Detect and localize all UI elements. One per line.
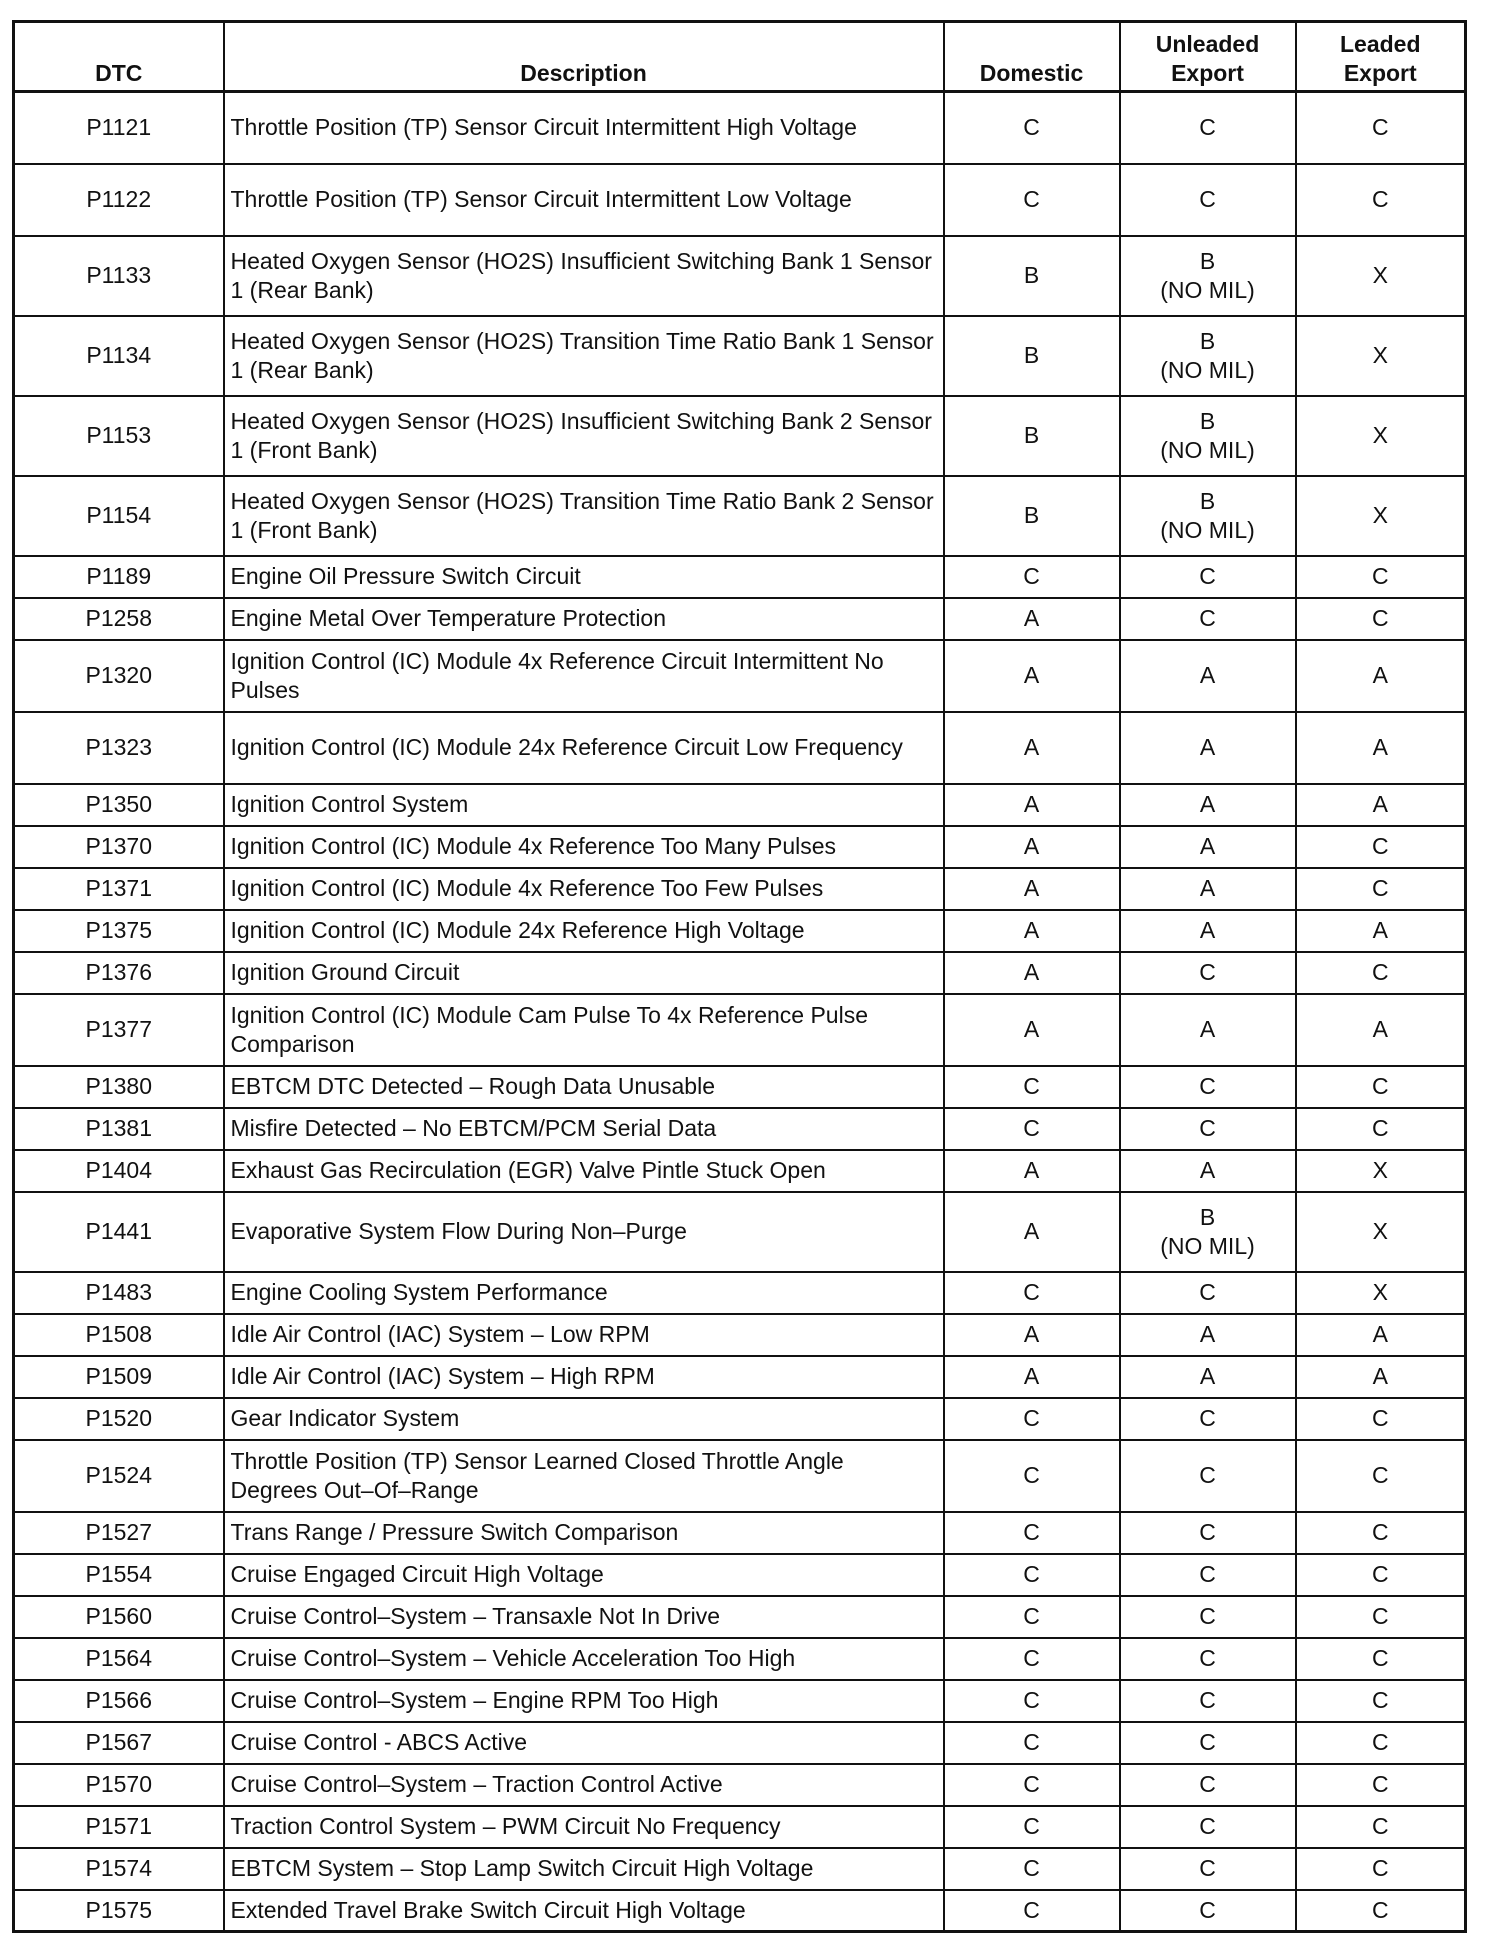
description-cell: Engine Metal Over Temperature Protection xyxy=(224,598,944,640)
unleaded-export-cell xyxy=(1120,598,1296,640)
unleaded-export-value: C xyxy=(1199,114,1216,141)
domestic-cell: C xyxy=(944,1638,1120,1680)
leaded-export-cell: X xyxy=(1296,1150,1466,1192)
table-row xyxy=(14,1554,1466,1596)
dtc-code-cell: P1566 xyxy=(14,1680,224,1722)
dtc-code-cell: P1380 xyxy=(14,1066,224,1108)
domestic-cell: C xyxy=(944,92,1120,164)
leaded-export-cell: X xyxy=(1296,1272,1466,1314)
unleaded-export-cell xyxy=(1120,952,1296,994)
dtc-code-cell: P1527 xyxy=(14,1512,224,1554)
table-row xyxy=(14,236,1466,316)
unleaded-export-cell xyxy=(1120,1440,1296,1512)
unleaded-export-cell xyxy=(1120,1722,1296,1764)
table-row xyxy=(14,396,1466,476)
domestic-cell: C xyxy=(944,1596,1120,1638)
domestic-cell: B xyxy=(944,396,1120,476)
unleaded-export-note: (NO MIL) xyxy=(1160,516,1255,543)
leaded-export-cell: C xyxy=(1296,1398,1466,1440)
domestic-cell: C xyxy=(944,1554,1120,1596)
table-row xyxy=(14,1806,1466,1848)
unleaded-export-value: C xyxy=(1199,1462,1216,1488)
table-row xyxy=(14,952,1466,994)
leaded-export-cell: A xyxy=(1296,1314,1466,1356)
unleaded-export-value: C xyxy=(1199,1645,1216,1671)
leaded-export-cell: X xyxy=(1296,236,1466,316)
unleaded-export-cell xyxy=(1120,826,1296,868)
unleaded-export-cell xyxy=(1120,1890,1296,1932)
table-row xyxy=(14,1890,1466,1932)
leaded-export-cell: X xyxy=(1296,476,1466,556)
domestic-cell: C xyxy=(944,1066,1120,1108)
leaded-export-cell: A xyxy=(1296,712,1466,784)
dtc-code-cell: P1375 xyxy=(14,910,224,952)
unleaded-export-value: C xyxy=(1199,1519,1216,1545)
leaded-export-cell: X xyxy=(1296,396,1466,476)
unleaded-export-cell xyxy=(1120,1512,1296,1554)
table-row xyxy=(14,598,1466,640)
dtc-table-container xyxy=(12,20,1464,1933)
unleaded-export-cell xyxy=(1120,476,1296,556)
description-cell: Cruise Engaged Circuit High Voltage xyxy=(224,1554,944,1596)
unleaded-export-value: A xyxy=(1199,1321,1216,1347)
unleaded-export-cell xyxy=(1120,164,1296,236)
header-description: Description xyxy=(224,22,944,92)
unleaded-export-value: C xyxy=(1199,1073,1216,1099)
domestic-cell: C xyxy=(944,1398,1120,1440)
domestic-cell: C xyxy=(944,1722,1120,1764)
leaded-export-cell: A xyxy=(1296,784,1466,826)
unleaded-export-cell xyxy=(1120,92,1296,164)
dtc-code-cell: P1153 xyxy=(14,396,224,476)
unleaded-export-value: C xyxy=(1199,1279,1216,1305)
dtc-table xyxy=(12,20,1467,1933)
domestic-cell: C xyxy=(944,1680,1120,1722)
leaded-export-cell: A xyxy=(1296,640,1466,712)
leaded-export-cell: A xyxy=(1296,994,1466,1066)
description-cell: Ignition Control System xyxy=(224,784,944,826)
domestic-cell: A xyxy=(944,640,1120,712)
table-row xyxy=(14,1680,1466,1722)
table-row xyxy=(14,1848,1466,1890)
domestic-cell: A xyxy=(944,868,1120,910)
unleaded-export-note: (NO MIL) xyxy=(1160,356,1255,383)
dtc-code-cell: P1574 xyxy=(14,1848,224,1890)
unleaded-export-cell xyxy=(1120,1680,1296,1722)
table-row xyxy=(14,1764,1466,1806)
dtc-code-cell: P1404 xyxy=(14,1150,224,1192)
header-dtc: DTC xyxy=(14,22,224,92)
leaded-export-cell: A xyxy=(1296,1356,1466,1398)
leaded-export-cell: C xyxy=(1296,952,1466,994)
unleaded-export-cell xyxy=(1120,1272,1296,1314)
leaded-export-cell: C xyxy=(1296,1108,1466,1150)
leaded-export-cell: C xyxy=(1296,1638,1466,1680)
domestic-cell: B xyxy=(944,316,1120,396)
header-unleaded-export: Unleaded Export xyxy=(1120,22,1296,92)
description-cell: Heated Oxygen Sensor (HO2S) Insufficient Switching Bank 1 Sensor 1 (Rear Bank) xyxy=(224,236,944,316)
domestic-cell: A xyxy=(944,826,1120,868)
description-cell: Heated Oxygen Sensor (HO2S) Insufficient Switching Bank 2 Sensor 1 (Front Bank) xyxy=(224,396,944,476)
unleaded-export-cell xyxy=(1120,784,1296,826)
unleaded-export-cell xyxy=(1120,316,1296,396)
domestic-cell: C xyxy=(944,1848,1120,1890)
description-cell: EBTCM DTC Detected – Rough Data Unusable xyxy=(224,1066,944,1108)
unleaded-export-value: A xyxy=(1199,1157,1216,1183)
description-cell: Extended Travel Brake Switch Circuit High Voltage xyxy=(224,1890,944,1932)
domestic-cell: C xyxy=(944,164,1120,236)
unleaded-export-value: A xyxy=(1199,833,1216,859)
leaded-export-cell: C xyxy=(1296,1806,1466,1848)
unleaded-export-value: C xyxy=(1199,1771,1216,1797)
table-row xyxy=(14,1108,1466,1150)
domestic-cell: A xyxy=(944,1192,1120,1272)
unleaded-export-cell xyxy=(1120,994,1296,1066)
table-row xyxy=(14,316,1466,396)
unleaded-export-value: A xyxy=(1199,875,1216,901)
unleaded-export-cell xyxy=(1120,1806,1296,1848)
description-cell: Gear Indicator System xyxy=(224,1398,944,1440)
dtc-code-cell: P1323 xyxy=(14,712,224,784)
table-row xyxy=(14,1150,1466,1192)
description-cell: Engine Cooling System Performance xyxy=(224,1272,944,1314)
unleaded-export-value: C xyxy=(1199,563,1216,589)
unleaded-export-cell xyxy=(1120,1192,1296,1272)
leaded-export-cell: C xyxy=(1296,556,1466,598)
leaded-export-cell: C xyxy=(1296,1596,1466,1638)
unleaded-export-value: B xyxy=(1199,1203,1216,1230)
unleaded-export-cell xyxy=(1120,1554,1296,1596)
description-cell: Ignition Control (IC) Module 4x Reference Circuit Intermittent No Pulses xyxy=(224,640,944,712)
description-cell: Cruise Control–System – Transaxle Not In Drive xyxy=(224,1596,944,1638)
description-cell: Engine Oil Pressure Switch Circuit xyxy=(224,556,944,598)
table-row xyxy=(14,1596,1466,1638)
leaded-export-cell: A xyxy=(1296,910,1466,952)
dtc-code-cell: P1560 xyxy=(14,1596,224,1638)
leaded-export-cell: C xyxy=(1296,1512,1466,1554)
table-row xyxy=(14,556,1466,598)
unleaded-export-value: C xyxy=(1199,605,1216,631)
description-cell: Ignition Control (IC) Module 4x Reference Too Many Pulses xyxy=(224,826,944,868)
domestic-cell: C xyxy=(944,1108,1120,1150)
unleaded-export-value: A xyxy=(1199,917,1216,943)
table-row xyxy=(14,1066,1466,1108)
unleaded-export-value: B xyxy=(1199,407,1216,434)
dtc-code-cell: P1564 xyxy=(14,1638,224,1680)
domestic-cell: C xyxy=(944,1512,1120,1554)
description-cell: Cruise Control–System – Vehicle Acceleration Too High xyxy=(224,1638,944,1680)
unleaded-export-value: C xyxy=(1199,1687,1216,1713)
leaded-export-cell: C xyxy=(1296,92,1466,164)
leaded-export-cell: C xyxy=(1296,598,1466,640)
dtc-code-cell: P1567 xyxy=(14,1722,224,1764)
dtc-code-cell: P1320 xyxy=(14,640,224,712)
domestic-cell: B xyxy=(944,236,1120,316)
unleaded-export-value: C xyxy=(1199,959,1216,985)
unleaded-export-note: (NO MIL) xyxy=(1160,276,1255,303)
unleaded-export-value: A xyxy=(1199,662,1216,688)
unleaded-export-value: A xyxy=(1199,734,1216,760)
dtc-code-cell: P1483 xyxy=(14,1272,224,1314)
domestic-cell: A xyxy=(944,1314,1120,1356)
unleaded-export-cell xyxy=(1120,1356,1296,1398)
dtc-code-cell: P1122 xyxy=(14,164,224,236)
leaded-export-cell: C xyxy=(1296,826,1466,868)
dtc-code-cell: P1121 xyxy=(14,92,224,164)
domestic-cell: A xyxy=(944,598,1120,640)
table-row xyxy=(14,164,1466,236)
table-row xyxy=(14,712,1466,784)
unleaded-export-cell xyxy=(1120,1150,1296,1192)
dtc-code-cell: P1524 xyxy=(14,1440,224,1512)
unleaded-export-cell xyxy=(1120,1314,1296,1356)
table-row xyxy=(14,1192,1466,1272)
unleaded-export-value: C xyxy=(1199,1896,1216,1923)
table-row xyxy=(14,92,1466,164)
description-cell: Throttle Position (TP) Sensor Learned Closed Throttle Angle Degrees Out–Of–Range xyxy=(224,1440,944,1512)
header-domestic: Domestic xyxy=(944,22,1120,92)
unleaded-export-cell xyxy=(1120,910,1296,952)
leaded-export-cell: C xyxy=(1296,1764,1466,1806)
dtc-code-cell: P1508 xyxy=(14,1314,224,1356)
unleaded-export-value: C xyxy=(1199,1729,1216,1755)
unleaded-export-cell xyxy=(1120,1108,1296,1150)
table-row xyxy=(14,826,1466,868)
dtc-code-cell: P1371 xyxy=(14,868,224,910)
unleaded-export-value: C xyxy=(1199,1561,1216,1587)
leaded-export-cell: C xyxy=(1296,1722,1466,1764)
unleaded-export-value: C xyxy=(1199,1405,1216,1431)
domestic-cell: A xyxy=(944,952,1120,994)
description-cell: Heated Oxygen Sensor (HO2S) Transition Time Ratio Bank 2 Sensor 1 (Front Bank) xyxy=(224,476,944,556)
unleaded-export-cell xyxy=(1120,868,1296,910)
unleaded-export-value: A xyxy=(1199,1363,1216,1389)
domestic-cell: A xyxy=(944,712,1120,784)
unleaded-export-value: C xyxy=(1199,1855,1216,1881)
leaded-export-cell: C xyxy=(1296,1440,1466,1512)
description-cell: Idle Air Control (IAC) System – High RPM xyxy=(224,1356,944,1398)
description-cell: Throttle Position (TP) Sensor Circuit Intermittent Low Voltage xyxy=(224,164,944,236)
description-cell: EBTCM System – Stop Lamp Switch Circuit High Voltage xyxy=(224,1848,944,1890)
unleaded-export-value: A xyxy=(1199,791,1216,817)
dtc-code-cell: P1370 xyxy=(14,826,224,868)
domestic-cell: A xyxy=(944,784,1120,826)
dtc-code-cell: P1377 xyxy=(14,994,224,1066)
table-row xyxy=(14,640,1466,712)
unleaded-export-value: B xyxy=(1199,327,1216,354)
unleaded-export-note: (NO MIL) xyxy=(1160,1232,1255,1259)
dtc-table-body xyxy=(14,92,1466,1932)
unleaded-export-cell xyxy=(1120,396,1296,476)
dtc-code-cell: P1554 xyxy=(14,1554,224,1596)
dtc-code-cell: P1350 xyxy=(14,784,224,826)
header-row xyxy=(14,22,1466,92)
unleaded-export-note: (NO MIL) xyxy=(1160,436,1255,463)
description-cell: Ignition Control (IC) Module 24x Reference High Voltage xyxy=(224,910,944,952)
dtc-code-cell: P1441 xyxy=(14,1192,224,1272)
domestic-cell: A xyxy=(944,910,1120,952)
unleaded-export-value: B xyxy=(1199,247,1216,274)
dtc-code-cell: P1376 xyxy=(14,952,224,994)
table-row xyxy=(14,1638,1466,1680)
unleaded-export-value: B xyxy=(1199,487,1216,514)
description-cell: Cruise Control - ABCS Active xyxy=(224,1722,944,1764)
domestic-cell: A xyxy=(944,1150,1120,1192)
domestic-cell: C xyxy=(944,1440,1120,1512)
domestic-cell: C xyxy=(944,556,1120,598)
unleaded-export-cell xyxy=(1120,236,1296,316)
description-cell: Ignition Control (IC) Module 4x Reference Too Few Pulses xyxy=(224,868,944,910)
leaded-export-cell: C xyxy=(1296,1066,1466,1108)
dtc-code-cell: P1570 xyxy=(14,1764,224,1806)
leaded-export-cell: C xyxy=(1296,1680,1466,1722)
table-row xyxy=(14,784,1466,826)
leaded-export-cell: C xyxy=(1296,1890,1466,1932)
domestic-cell: C xyxy=(944,1764,1120,1806)
leaded-export-cell: C xyxy=(1296,1848,1466,1890)
dtc-code-cell: P1520 xyxy=(14,1398,224,1440)
dtc-code-cell: P1134 xyxy=(14,316,224,396)
dtc-code-cell: P1154 xyxy=(14,476,224,556)
unleaded-export-value: C xyxy=(1199,1813,1216,1839)
dtc-code-cell: P1133 xyxy=(14,236,224,316)
unleaded-export-cell xyxy=(1120,1596,1296,1638)
description-cell: Throttle Position (TP) Sensor Circuit Intermittent High Voltage xyxy=(224,92,944,164)
table-row xyxy=(14,476,1466,556)
description-cell: Ignition Control (IC) Module Cam Pulse To 4x Reference Pulse Comparison xyxy=(224,994,944,1066)
leaded-export-cell: C xyxy=(1296,868,1466,910)
unleaded-export-cell xyxy=(1120,1066,1296,1108)
unleaded-export-cell xyxy=(1120,640,1296,712)
unleaded-export-cell xyxy=(1120,1638,1296,1680)
table-row xyxy=(14,1398,1466,1440)
unleaded-export-cell xyxy=(1120,1764,1296,1806)
table-row xyxy=(14,1356,1466,1398)
leaded-export-cell: X xyxy=(1296,1192,1466,1272)
domestic-cell: C xyxy=(944,1806,1120,1848)
description-cell: Evaporative System Flow During Non–Purge xyxy=(224,1192,944,1272)
table-row xyxy=(14,1512,1466,1554)
unleaded-export-cell xyxy=(1120,1848,1296,1890)
description-cell: Trans Range / Pressure Switch Comparison xyxy=(224,1512,944,1554)
header-leaded-export: Leaded Export xyxy=(1296,22,1466,92)
description-cell: Exhaust Gas Recirculation (EGR) Valve Pintle Stuck Open xyxy=(224,1150,944,1192)
unleaded-export-value: C xyxy=(1199,186,1216,212)
unleaded-export-cell xyxy=(1120,712,1296,784)
unleaded-export-cell xyxy=(1120,1398,1296,1440)
dtc-code-cell: P1575 xyxy=(14,1890,224,1932)
unleaded-export-cell xyxy=(1120,556,1296,598)
description-cell: Misfire Detected – No EBTCM/PCM Serial Data xyxy=(224,1108,944,1150)
description-cell: Cruise Control–System – Engine RPM Too High xyxy=(224,1680,944,1722)
description-cell: Ignition Ground Circuit xyxy=(224,952,944,994)
domestic-cell: B xyxy=(944,476,1120,556)
dtc-code-cell: P1571 xyxy=(14,1806,224,1848)
unleaded-export-value: A xyxy=(1199,1016,1216,1042)
description-cell: Heated Oxygen Sensor (HO2S) Transition Time Ratio Bank 1 Sensor 1 (Rear Bank) xyxy=(224,316,944,396)
description-cell: Idle Air Control (IAC) System – Low RPM xyxy=(224,1314,944,1356)
leaded-export-cell: C xyxy=(1296,1554,1466,1596)
domestic-cell: A xyxy=(944,994,1120,1066)
table-row xyxy=(14,910,1466,952)
unleaded-export-value: C xyxy=(1199,1603,1216,1629)
table-row xyxy=(14,1314,1466,1356)
unleaded-export-value: C xyxy=(1199,1115,1216,1141)
table-row xyxy=(14,1272,1466,1314)
dtc-code-cell: P1509 xyxy=(14,1356,224,1398)
dtc-code-cell: P1189 xyxy=(14,556,224,598)
domestic-cell: A xyxy=(944,1356,1120,1398)
table-row xyxy=(14,994,1466,1066)
domestic-cell: C xyxy=(944,1890,1120,1932)
table-row xyxy=(14,1722,1466,1764)
table-row xyxy=(14,1440,1466,1512)
description-cell: Cruise Control–System – Traction Control Active xyxy=(224,1764,944,1806)
description-cell: Traction Control System – PWM Circuit No Frequency xyxy=(224,1806,944,1848)
leaded-export-cell: C xyxy=(1296,164,1466,236)
dtc-code-cell: P1258 xyxy=(14,598,224,640)
leaded-export-cell: X xyxy=(1296,316,1466,396)
table-row xyxy=(14,868,1466,910)
description-cell: Ignition Control (IC) Module 24x Reference Circuit Low Frequency xyxy=(224,712,944,784)
dtc-code-cell: P1381 xyxy=(14,1108,224,1150)
domestic-cell: C xyxy=(944,1272,1120,1314)
